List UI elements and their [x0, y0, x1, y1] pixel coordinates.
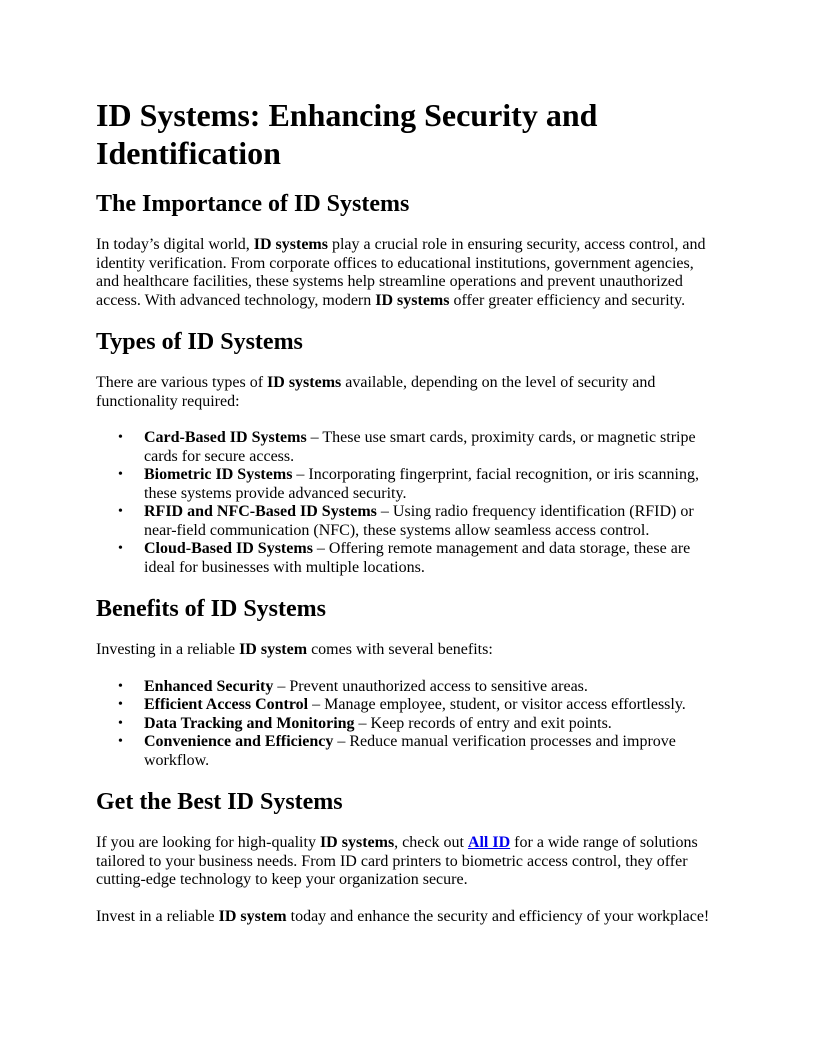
text-run: , check out: [394, 834, 468, 851]
keyword-bold: ID system: [239, 641, 308, 658]
bullet-icon: •: [118, 467, 123, 482]
text-run: available, depending on the level of security and functionality required:: [96, 374, 656, 410]
benefits-list: [96, 678, 720, 771]
list-item: [96, 429, 720, 466]
list-item-term: Biometric ID Systems: [144, 466, 293, 483]
list-item: [96, 696, 720, 715]
text-run: for a wide range of solutions tailored to your business needs. From ID card printers to biometric access control, they offer cutting-edge technology to keep your organization secure.: [96, 834, 698, 888]
bullet-icon: •: [118, 734, 123, 749]
heading-types: Types of ID Systems: [96, 329, 303, 355]
list-item: [96, 733, 720, 770]
bullet-icon: •: [118, 697, 123, 712]
list-item-desc: – Incorporating fingerprint, facial recognition, or iris scanning, these systems provide advanced security.: [144, 466, 699, 502]
paragraph-types-intro: [96, 374, 720, 411]
keyword-bold: ID systems: [375, 291, 450, 309]
list-item-desc: – Reduce manual verification processes and improve workflow.: [144, 733, 676, 769]
paragraph-benefits-intro: [96, 641, 720, 660]
text-run: Invest in a reliable: [96, 907, 219, 925]
list-item-desc: – Prevent unauthorized access to sensitive areas.: [273, 677, 588, 695]
text-run: play a crucial role in ensuring security, access control, and identity verification. From corporate offices to educational institutions, government agencies, and healthcare facilities, these systems help streamline operations and prevent unauthorized access. With advanced technology, modern: [96, 236, 706, 309]
bullet-icon: •: [118, 541, 123, 556]
list-item-desc: – Manage employee, student, or visitor access effortlessly.: [308, 696, 686, 713]
all-id-link[interactable]: All ID: [467, 834, 511, 851]
list-item: [96, 715, 720, 734]
text-run: comes with several benefits:: [307, 641, 493, 658]
list-item-term: Convenience and Efficiency: [144, 733, 334, 750]
paragraph-importance: [96, 236, 720, 310]
list-item-term: Enhanced Security: [144, 677, 274, 695]
bullet-icon: •: [118, 430, 123, 445]
list-item-term: RFID and NFC-Based ID Systems: [144, 503, 377, 520]
keyword-bold: ID system: [218, 907, 287, 925]
document-page: [96, 96, 720, 944]
keyword-bold: ID systems: [319, 834, 395, 851]
text-run: There are various types of: [96, 374, 268, 391]
bullet-icon: •: [118, 678, 123, 694]
paragraph-closing: [96, 908, 720, 927]
list-item-term: Efficient Access Control: [144, 696, 309, 713]
heading-benefits: Benefits of ID Systems: [96, 596, 326, 622]
list-item: [96, 678, 720, 697]
text-run: offer greater efficiency and security.: [449, 291, 686, 309]
bullet-icon: •: [118, 504, 123, 519]
text-run: today and enhance the security and efficiency of your workplace!: [286, 907, 710, 925]
list-item: [96, 503, 720, 540]
list-item-term: Cloud-Based ID Systems: [144, 540, 313, 557]
list-item-desc: – Using radio frequency identification (RFID) or near-field communication (NFC), these systems allow seamless access control.: [144, 503, 694, 539]
bullet-icon: •: [118, 715, 123, 731]
heading-get-best: Get the Best ID Systems: [96, 789, 343, 815]
list-item-term: Card-Based ID Systems: [144, 429, 307, 446]
text-run: Investing in a reliable: [96, 641, 240, 658]
types-list: [96, 429, 720, 577]
keyword-bold: ID systems: [253, 236, 328, 253]
page-title: ID Systems: Enhancing Security and Identification: [96, 97, 598, 171]
keyword-bold: ID systems: [267, 374, 342, 391]
text-run: If you are looking for high-quality: [96, 834, 320, 851]
list-item: [96, 466, 720, 503]
list-item-desc: – These use smart cards, proximity cards, or magnetic stripe cards for secure access.: [144, 429, 696, 465]
heading-importance: The Importance of ID Systems: [96, 191, 410, 217]
list-item-desc: – Offering remote management and data storage, these are ideal for businesses with multiple locations.: [144, 540, 691, 576]
paragraph-get-best: [96, 834, 720, 890]
list-item: [96, 540, 720, 577]
text-run: In today’s digital world,: [96, 236, 254, 253]
list-item-desc: – Keep records of entry and exit points.: [354, 714, 612, 732]
list-item-term: Data Tracking and Monitoring: [144, 714, 355, 732]
